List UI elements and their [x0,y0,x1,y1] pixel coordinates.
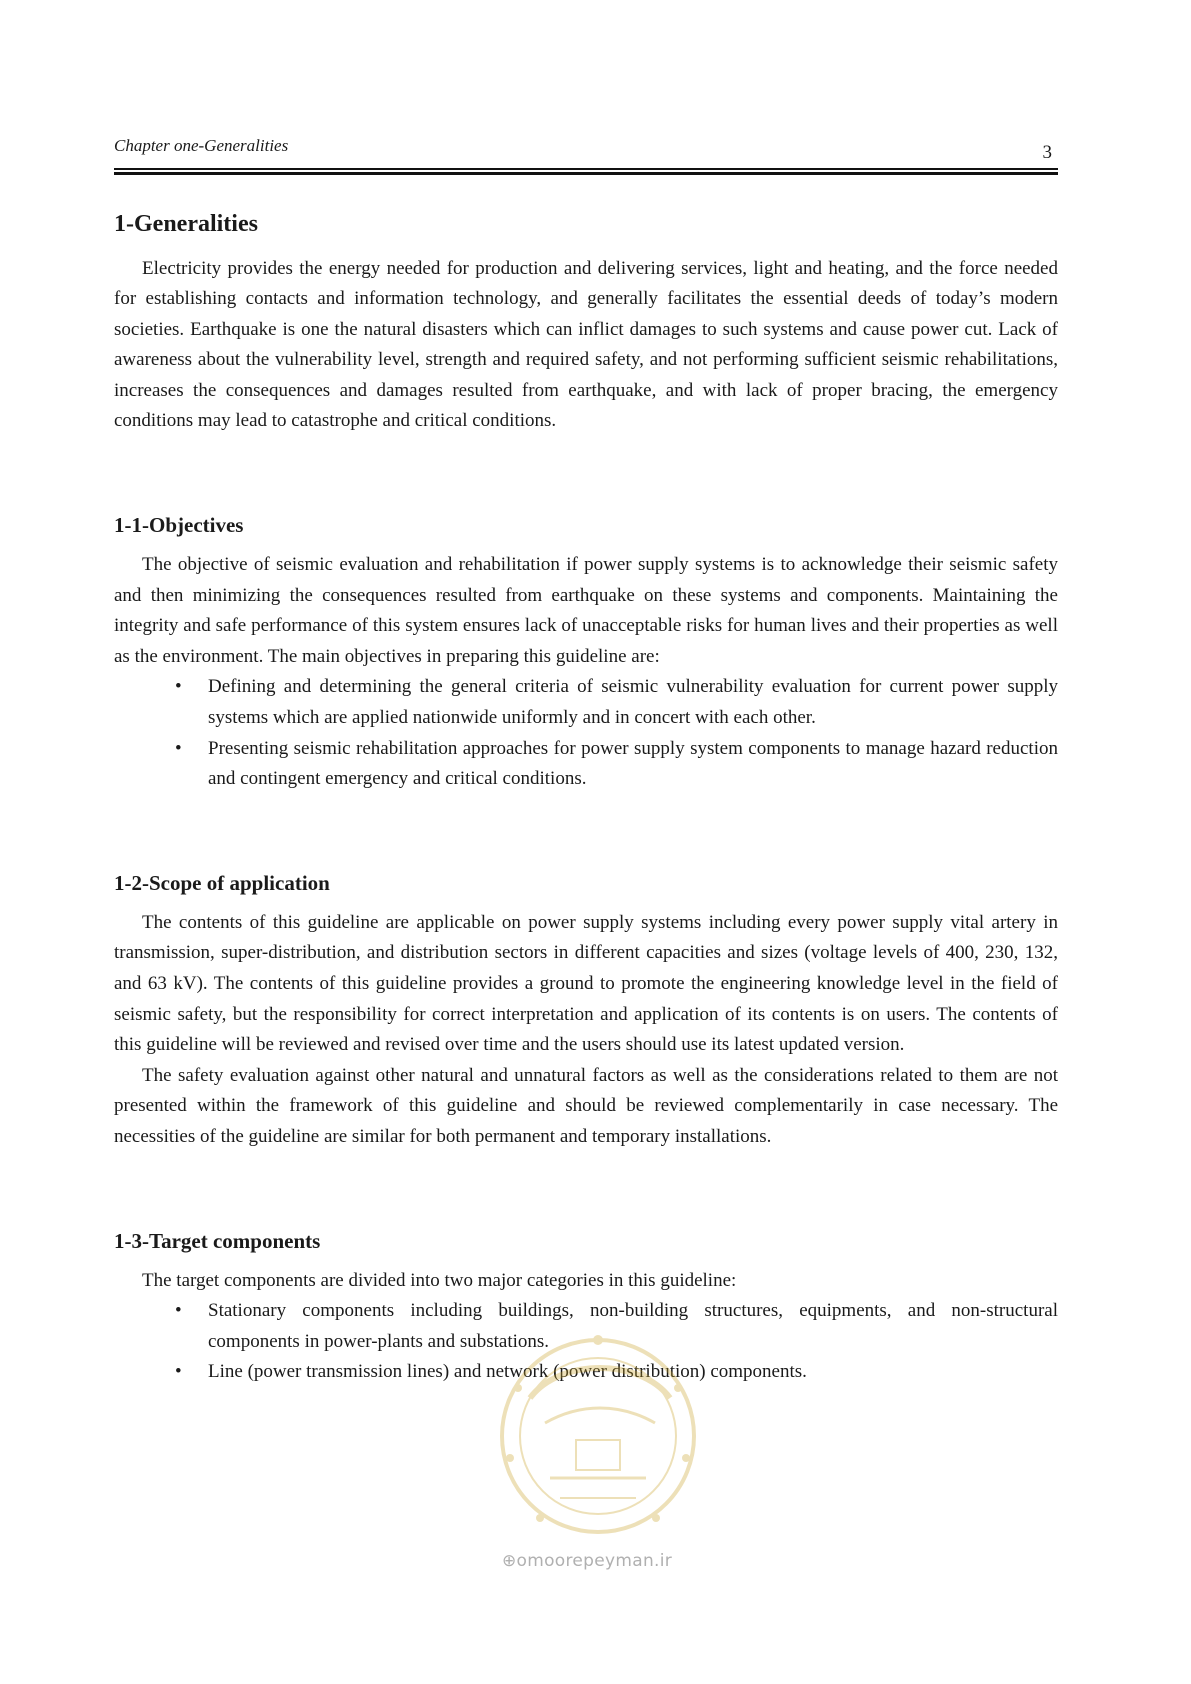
header-rule-thin [114,168,1058,170]
bullet-icon: • [175,1361,182,1383]
bullet-icon: • [175,1300,182,1322]
spacer [114,795,1058,871]
list-item [114,1357,1058,1388]
section-title-generalities: 1-Generalities [114,210,258,237]
list-item [114,672,1058,733]
spacer [114,1153,1058,1229]
spacer [114,437,1058,513]
scope-paragraph-2: The safety evaluation against other natural and unnatural factors as well as the considerations related to them are not presented within the framework of this guideline and should be reviewed complementarily in case necessary. The necessities of the guideline are similar for both permanent and temporary installations. [114,1064,1058,1147]
watermark-text [502,1551,672,1571]
bullet-icon: • [175,676,182,698]
target-paragraph: The target components are divided into two major categories in this guideline: [142,1269,737,1291]
list-item-text: Presenting seismic rehabilitation approaches for power supply system components to manage hazard reduction and contingent emergency and critical conditions. [208,737,1058,790]
list-item [114,734,1058,795]
objectives-list [114,672,1058,794]
watermark-label: omoorepeyman.ir [516,1551,673,1571]
scope-paragraph-1: The contents of this guideline are applicable on power supply systems including every power supply vital artery in transmission, super-distribution, and distribution sectors in different capacities and sizes (voltage levels of 400, 230, 132, and 63 kV). The contents of this guideline provides a ground to promote the engineering knowledge level in the field of seismic safety, but the responsibility for correct interpretation and application of its contents is on users. The contents of this guideline will be reviewed and revised over time and the users should use its latest updated version. [114,911,1058,1056]
running-header [114,132,1058,166]
bullet-icon: • [175,737,182,759]
list-item [114,1296,1058,1357]
section-title-scope: 1-2-Scope of application [114,870,330,895]
list-item-text: Defining and determining the general criteria of seismic vulnerability evaluation for current power supply systems which are applied nationwide uniformly and in concert with each other. [208,676,1058,729]
list-item-text: Stationary components including buildings, non-building structures, equipments, and non-structural components in power-plants and substations. [208,1300,1058,1352]
generalities-paragraph: Electricity provides the energy needed for production and delivering services, light and heating, and the force needed for establishing contacts and information technology, and generally facilitates the essential deeds of today’s modern societies. Earthquake is one the natural disasters which can inflict damages to such systems and cause power cut. Lack of awareness about the vulnerability level, strength and required safety, and not performing sufficient seismic rehabilitations, increases the consequences and damages resulted from earthquake, and with lack of proper bracing, the emergency conditions may lead to catastrophe and critical conditions. [114,257,1058,432]
objectives-paragraph: The objective of seismic evaluation and rehabilitation if power supply systems is to acknowledge their seismic safety and then minimizing the consequences resulted from earthquake on these systems and components. Maintaining the integrity and safe performance of this system ensures lack of unacceptable risks for human lives and their properties as well as the environment. The main objectives in preparing this guideline are: [114,554,1058,667]
section-title-objectives: 1-1-Objectives [114,513,244,538]
section-title-target: 1-3-Target components [114,1228,321,1253]
header-rule-thick [114,172,1058,175]
page-number: 3 [1042,142,1052,163]
target-list [114,1296,1058,1388]
running-title: Chapter one-Generalities [114,136,289,155]
list-item-text: Line (power transmission lines) and network (power distribution) components. [208,1361,807,1383]
globe-icon: ⊕ [502,1551,517,1571]
document-page [114,132,1058,1388]
